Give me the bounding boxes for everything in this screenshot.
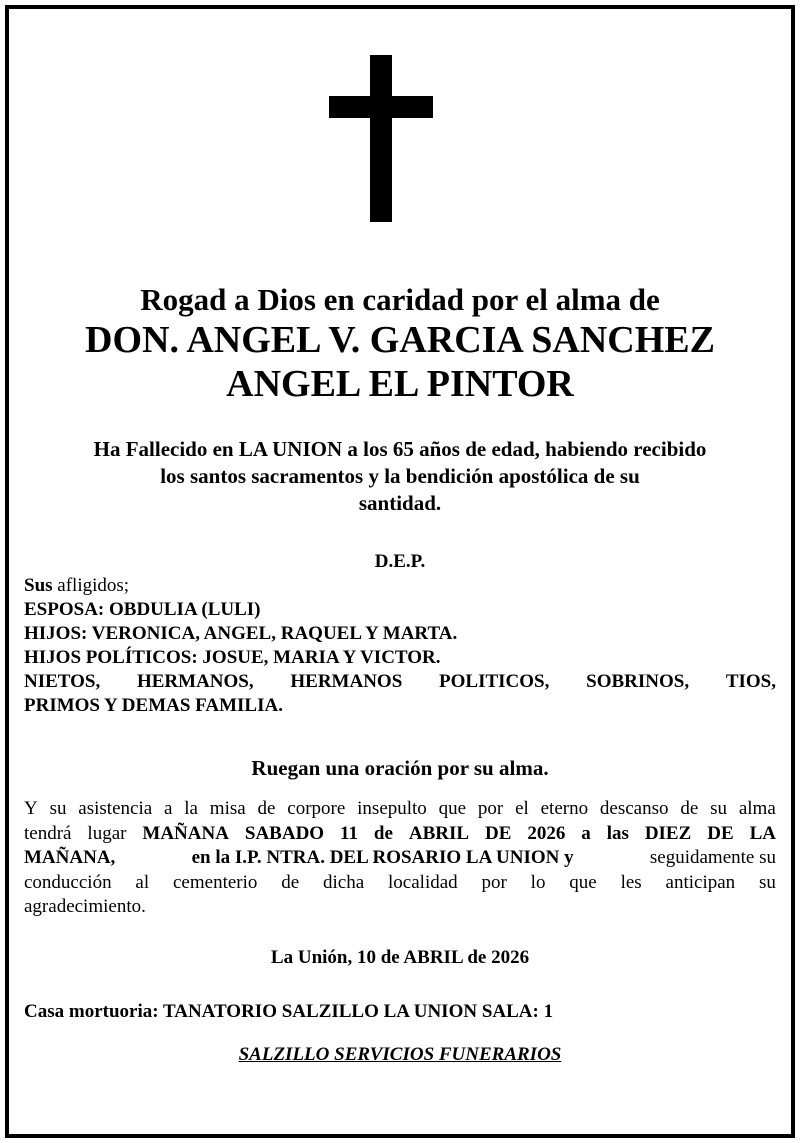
word: por — [477, 798, 504, 819]
word: su — [759, 871, 776, 893]
word: les — [620, 871, 642, 893]
word: la — [184, 798, 198, 819]
word: a — [163, 798, 173, 819]
family-intro: Sus afligidos; — [24, 575, 130, 596]
word: al — [135, 871, 150, 893]
word: 2026 — [527, 822, 566, 844]
ruegan-line: Ruegan una oración por su alma. — [251, 756, 549, 780]
word: asistencia — [78, 798, 153, 819]
misa-paragraph — [24, 797, 776, 920]
passed-line-1: Ha Fallecido en LA UNION a los 65 años de edad, habiendo recibido — [93, 437, 707, 461]
word: DE — [484, 822, 512, 844]
word: MAÑANA — [142, 822, 229, 844]
word: ABRIL — [408, 822, 470, 844]
word: NIETOS, — [24, 671, 101, 692]
word: las — [606, 822, 629, 844]
family-others — [24, 670, 776, 694]
word: Y — [24, 798, 38, 819]
word: insepulto — [357, 798, 427, 819]
word: alma — [738, 798, 776, 819]
family-hijos-politicos: HIJOS POLÍTICOS: JOSUE, MARIA Y VICTOR. — [24, 647, 441, 668]
word: SABADO — [244, 822, 325, 844]
word: a — [581, 822, 591, 844]
word: descanso — [599, 798, 669, 819]
date-line: La Unión, 10 de ABRIL de 2026 — [270, 947, 530, 968]
word: de — [373, 822, 393, 844]
family-others-last: PRIMOS Y DEMAS FAMILIA. — [24, 695, 283, 716]
word: HERMANOS — [290, 671, 403, 692]
word: su — [49, 798, 67, 819]
word: POLITICOS, — [439, 671, 550, 692]
word: corpore — [287, 798, 346, 819]
word: LA — [749, 822, 776, 844]
word: de — [680, 798, 699, 819]
misa-line-1 — [24, 797, 776, 822]
funeral-home: SALZILLO SERVICIOS FUNERARIOS — [238, 1044, 562, 1065]
misa-line-3: MAÑANA, en la I.P. NTRA. DEL ROSARIO LA UNION y seguidamente su — [24, 847, 776, 868]
dep-line: D.E.P. — [374, 551, 426, 572]
word: dicha — [323, 871, 365, 893]
word: tendrá — [24, 822, 72, 844]
word: lugar — [87, 822, 127, 844]
word: conducción — [24, 871, 112, 893]
misa-line-5: agradecimiento. — [24, 896, 146, 917]
intro-line: Rogad a Dios en caridad por el alma de — [140, 282, 660, 317]
word: de — [257, 798, 276, 819]
word: DE — [707, 822, 734, 844]
word: TIOS, — [725, 671, 776, 692]
word: lo — [530, 871, 546, 893]
word: que — [569, 871, 597, 893]
deceased-nickname: ANGEL EL PINTOR — [226, 363, 574, 405]
family-list — [24, 574, 776, 718]
passed-paragraph — [30, 436, 770, 517]
deceased-name: DON. ANGEL V. GARCIA SANCHEZ — [85, 319, 715, 361]
passed-line-2: los santos sacramentos y la bendición apostólica de su — [160, 464, 640, 488]
family-hijos: HIJOS: VERONICA, ANGEL, RAQUEL Y MARTA. — [24, 623, 458, 644]
word: anticipan — [665, 871, 736, 893]
word: su — [710, 798, 728, 819]
word: que — [438, 798, 467, 819]
misa-line-2 — [24, 822, 776, 847]
word: DIEZ — [644, 822, 692, 844]
word: eterno — [540, 798, 589, 819]
word: SOBRINOS, — [586, 671, 690, 692]
word: HERMANOS, — [136, 671, 254, 692]
word: de — [281, 871, 300, 893]
misa-line-4 — [24, 871, 776, 896]
word: localidad — [388, 871, 458, 893]
word: 11 — [340, 822, 358, 844]
word: cementerio — [172, 871, 258, 893]
passed-line-3: santidad. — [358, 491, 442, 515]
word: el — [515, 798, 529, 819]
word: misa — [209, 798, 246, 819]
word: por — [481, 871, 507, 893]
family-esposa: ESPOSA: OBDULIA (LULI) — [24, 599, 261, 620]
casa-mortuoria: Casa mortuoria: TANATORIO SALZILLO LA UNION SALA: 1 — [24, 1001, 554, 1022]
